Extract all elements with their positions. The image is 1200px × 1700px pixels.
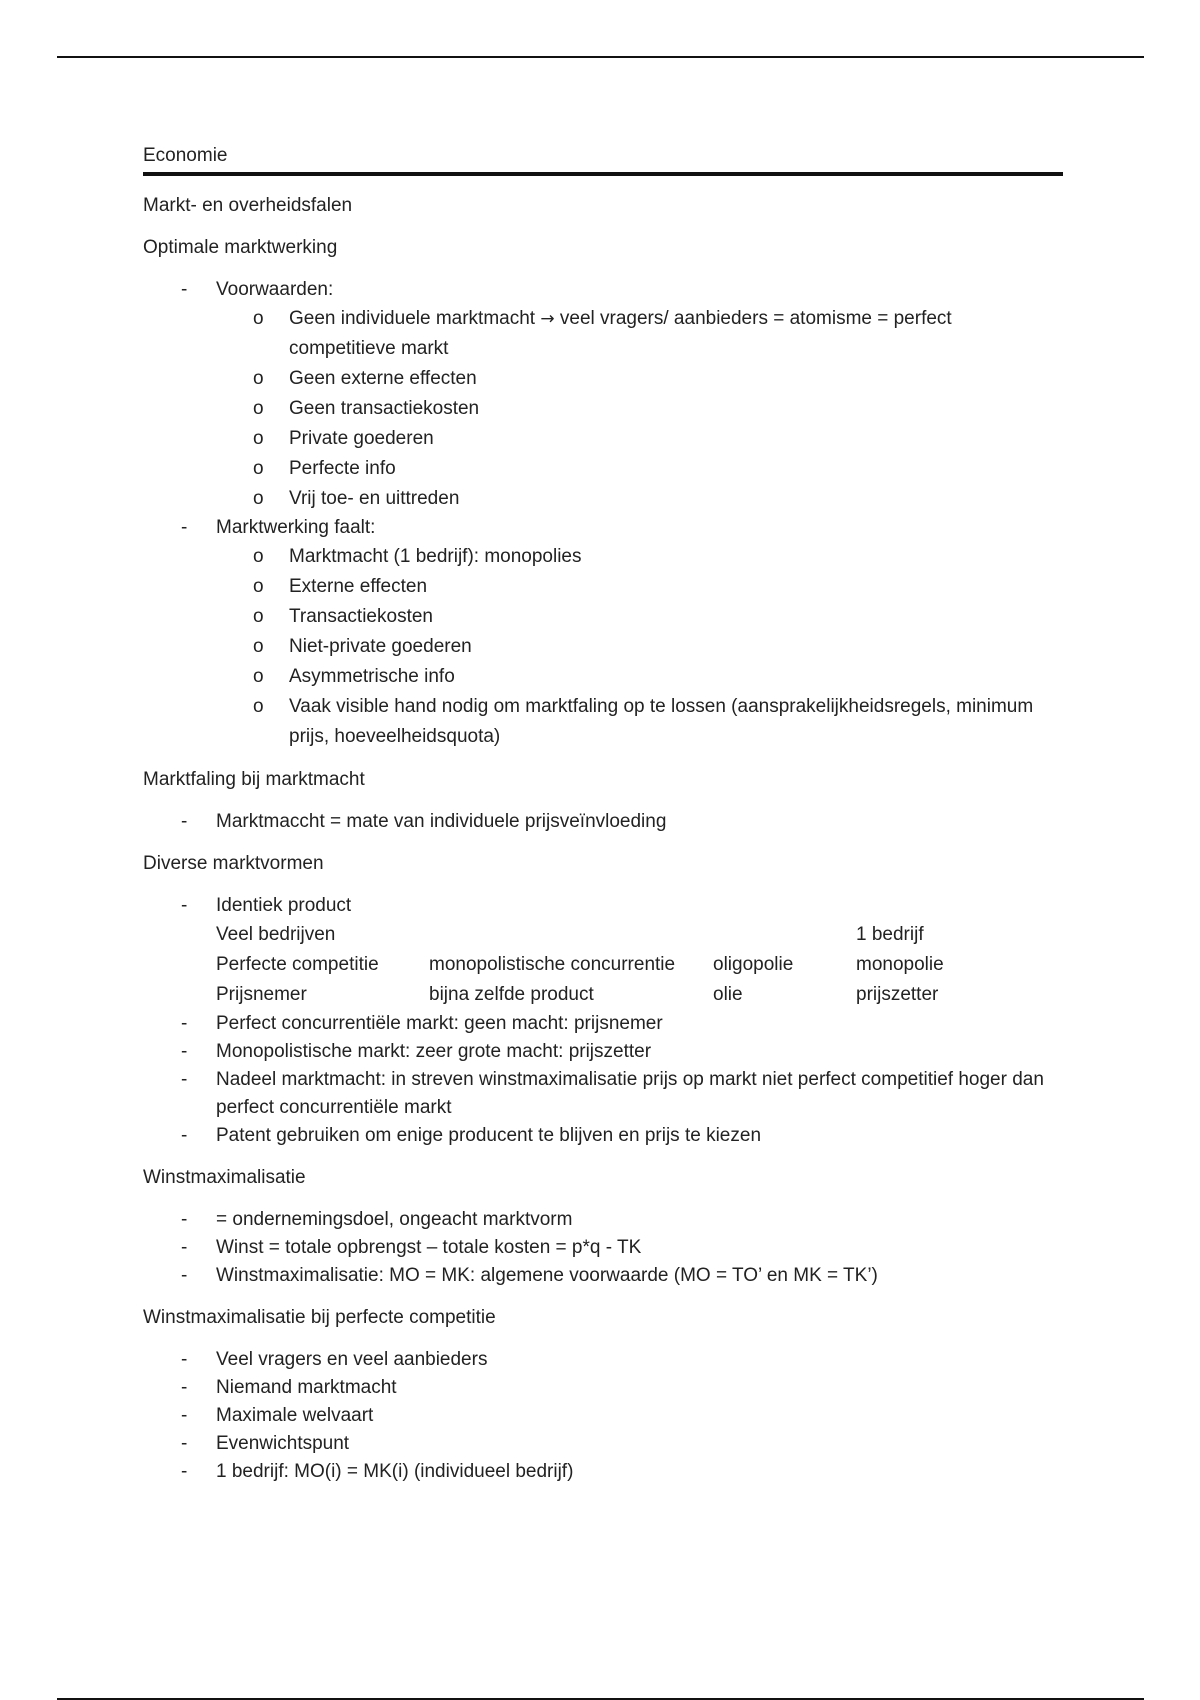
bullet-list — [143, 276, 1063, 752]
bullet-list — [143, 808, 1063, 836]
list-item — [143, 514, 1063, 752]
list-item: - Winst = totale opbrengst – totale kosten = p*q - TK — [143, 1234, 1063, 1262]
market-form-cell: oligopolie — [713, 954, 794, 975]
market-form-cell: Prijsnemer — [216, 984, 307, 1005]
section-heading: Marktfaling bij marktmacht — [143, 769, 365, 790]
list-item: - 1 bedrijf: MO(i) = MK(i) (individueel bedrijf) — [143, 1458, 1063, 1486]
document-body — [143, 142, 1063, 1500]
sub-list-item: o Transactiekosten — [216, 602, 1063, 632]
list-item: - Veel vragers en veel aanbieders — [143, 1346, 1063, 1374]
list-item — [143, 276, 1063, 514]
market-form-cell: monopolie — [856, 954, 944, 975]
sub-list-item: o Asymmetrische info — [216, 662, 1063, 692]
section-diverse-marktvormen — [143, 850, 1063, 1150]
market-form-cell: Veel bedrijven — [216, 924, 336, 945]
market-form-cell — [429, 920, 713, 950]
market-form-row — [216, 920, 1063, 950]
right-arrow-icon: → — [540, 309, 555, 329]
list-item: - Patent gebruiken om enige producent te blijven en prijs te kiezen — [143, 1122, 1063, 1150]
section-heading: Markt- en overheidsfalen — [143, 195, 353, 216]
bullet-list — [143, 1206, 1063, 1290]
market-form-row — [216, 950, 1063, 980]
sub-list-item: o Geen externe effecten — [216, 364, 1063, 394]
page-top-rule — [57, 56, 1144, 58]
list-item: - Nadeel marktmacht: in streven winstmaximalisatie prijs op markt niet perfect competitief hoger dan perfect concurrentiële markt — [143, 1066, 1063, 1122]
list-item: - Maximale welvaart — [143, 1402, 1063, 1430]
market-form-row — [216, 980, 1063, 1010]
list-item: - Evenwichtspunt — [143, 1430, 1063, 1458]
sub-list — [216, 542, 1063, 752]
market-form-cell — [713, 920, 856, 950]
sub-list-item: o Vaak visible hand nodig om marktfaling op te lossen (aansprakelijkheidsregels, minimum prijs, hoeveelheidsquota) — [216, 692, 1063, 752]
section-optimale-marktwerking — [143, 234, 1063, 752]
bullet-list — [143, 892, 1063, 1150]
sub-list-item: o Geen individuele marktmacht → veel vragers/ aanbieders = atomisme = perfect competitieve markt — [216, 304, 1063, 364]
sub-list-item: o Externe effecten — [216, 572, 1063, 602]
list-item: - Winstmaximalisatie: MO = MK: algemene voorwaarde (MO = TO’ en MK = TK’) — [143, 1262, 1063, 1290]
list-item — [143, 892, 1063, 1010]
section-heading: Winstmaximalisatie — [143, 1167, 306, 1188]
section-winstmaximalisatie-perfecte-competitie — [143, 1304, 1063, 1486]
sub-list-item: o Geen transactiekosten — [216, 394, 1063, 424]
list-item: - Niemand marktmacht — [143, 1374, 1063, 1402]
sub-list-item: o Perfecte info — [216, 454, 1063, 484]
sub-list-item: o Vrij toe- en uittreden — [216, 484, 1063, 514]
sub-list — [216, 304, 1063, 514]
section-heading: Optimale marktwerking — [143, 237, 338, 258]
list-item: - Perfect concurrentiële markt: geen macht: prijsnemer — [143, 1010, 1063, 1038]
section-heading: Diverse marktvormen — [143, 853, 324, 874]
sub-list-item: o Niet-private goederen — [216, 632, 1063, 662]
market-form-cell: prijszetter — [856, 984, 939, 1005]
section-markt-overheidsfalen — [143, 192, 1063, 220]
list-item: - Monopolistische markt: zeer grote macht: prijszetter — [143, 1038, 1063, 1066]
bullet-list — [143, 1346, 1063, 1486]
section-heading: Winstmaximalisatie bij perfecte competitie — [143, 1307, 496, 1328]
list-item-label: - Identiek product — [216, 895, 352, 916]
list-item: - Marktmaccht = mate van individuele prijsveïnvloeding — [143, 808, 1063, 836]
market-form-cell: 1 bedrijf — [856, 924, 924, 945]
sub-list-item: o Private goederen — [216, 424, 1063, 454]
sub-list-item: o Marktmacht (1 bedrijf): monopolies — [216, 542, 1063, 572]
list-item-label: Voorwaarden: — [216, 279, 334, 300]
list-item: - = ondernemingsdoel, ongeacht marktvorm — [143, 1206, 1063, 1234]
market-form-cell: bijna zelfde product — [429, 984, 594, 1005]
market-form-cell: olie — [713, 984, 743, 1005]
list-item-label: Marktwerking faalt: — [216, 517, 376, 538]
market-form-cell: Perfecte competitie — [216, 954, 379, 975]
section-winstmaximalisatie — [143, 1164, 1063, 1290]
section-marktfaling-marktmacht — [143, 766, 1063, 836]
market-form-cell: monopolistische concurrentie — [429, 954, 676, 975]
document-title: Economie — [143, 142, 1063, 176]
